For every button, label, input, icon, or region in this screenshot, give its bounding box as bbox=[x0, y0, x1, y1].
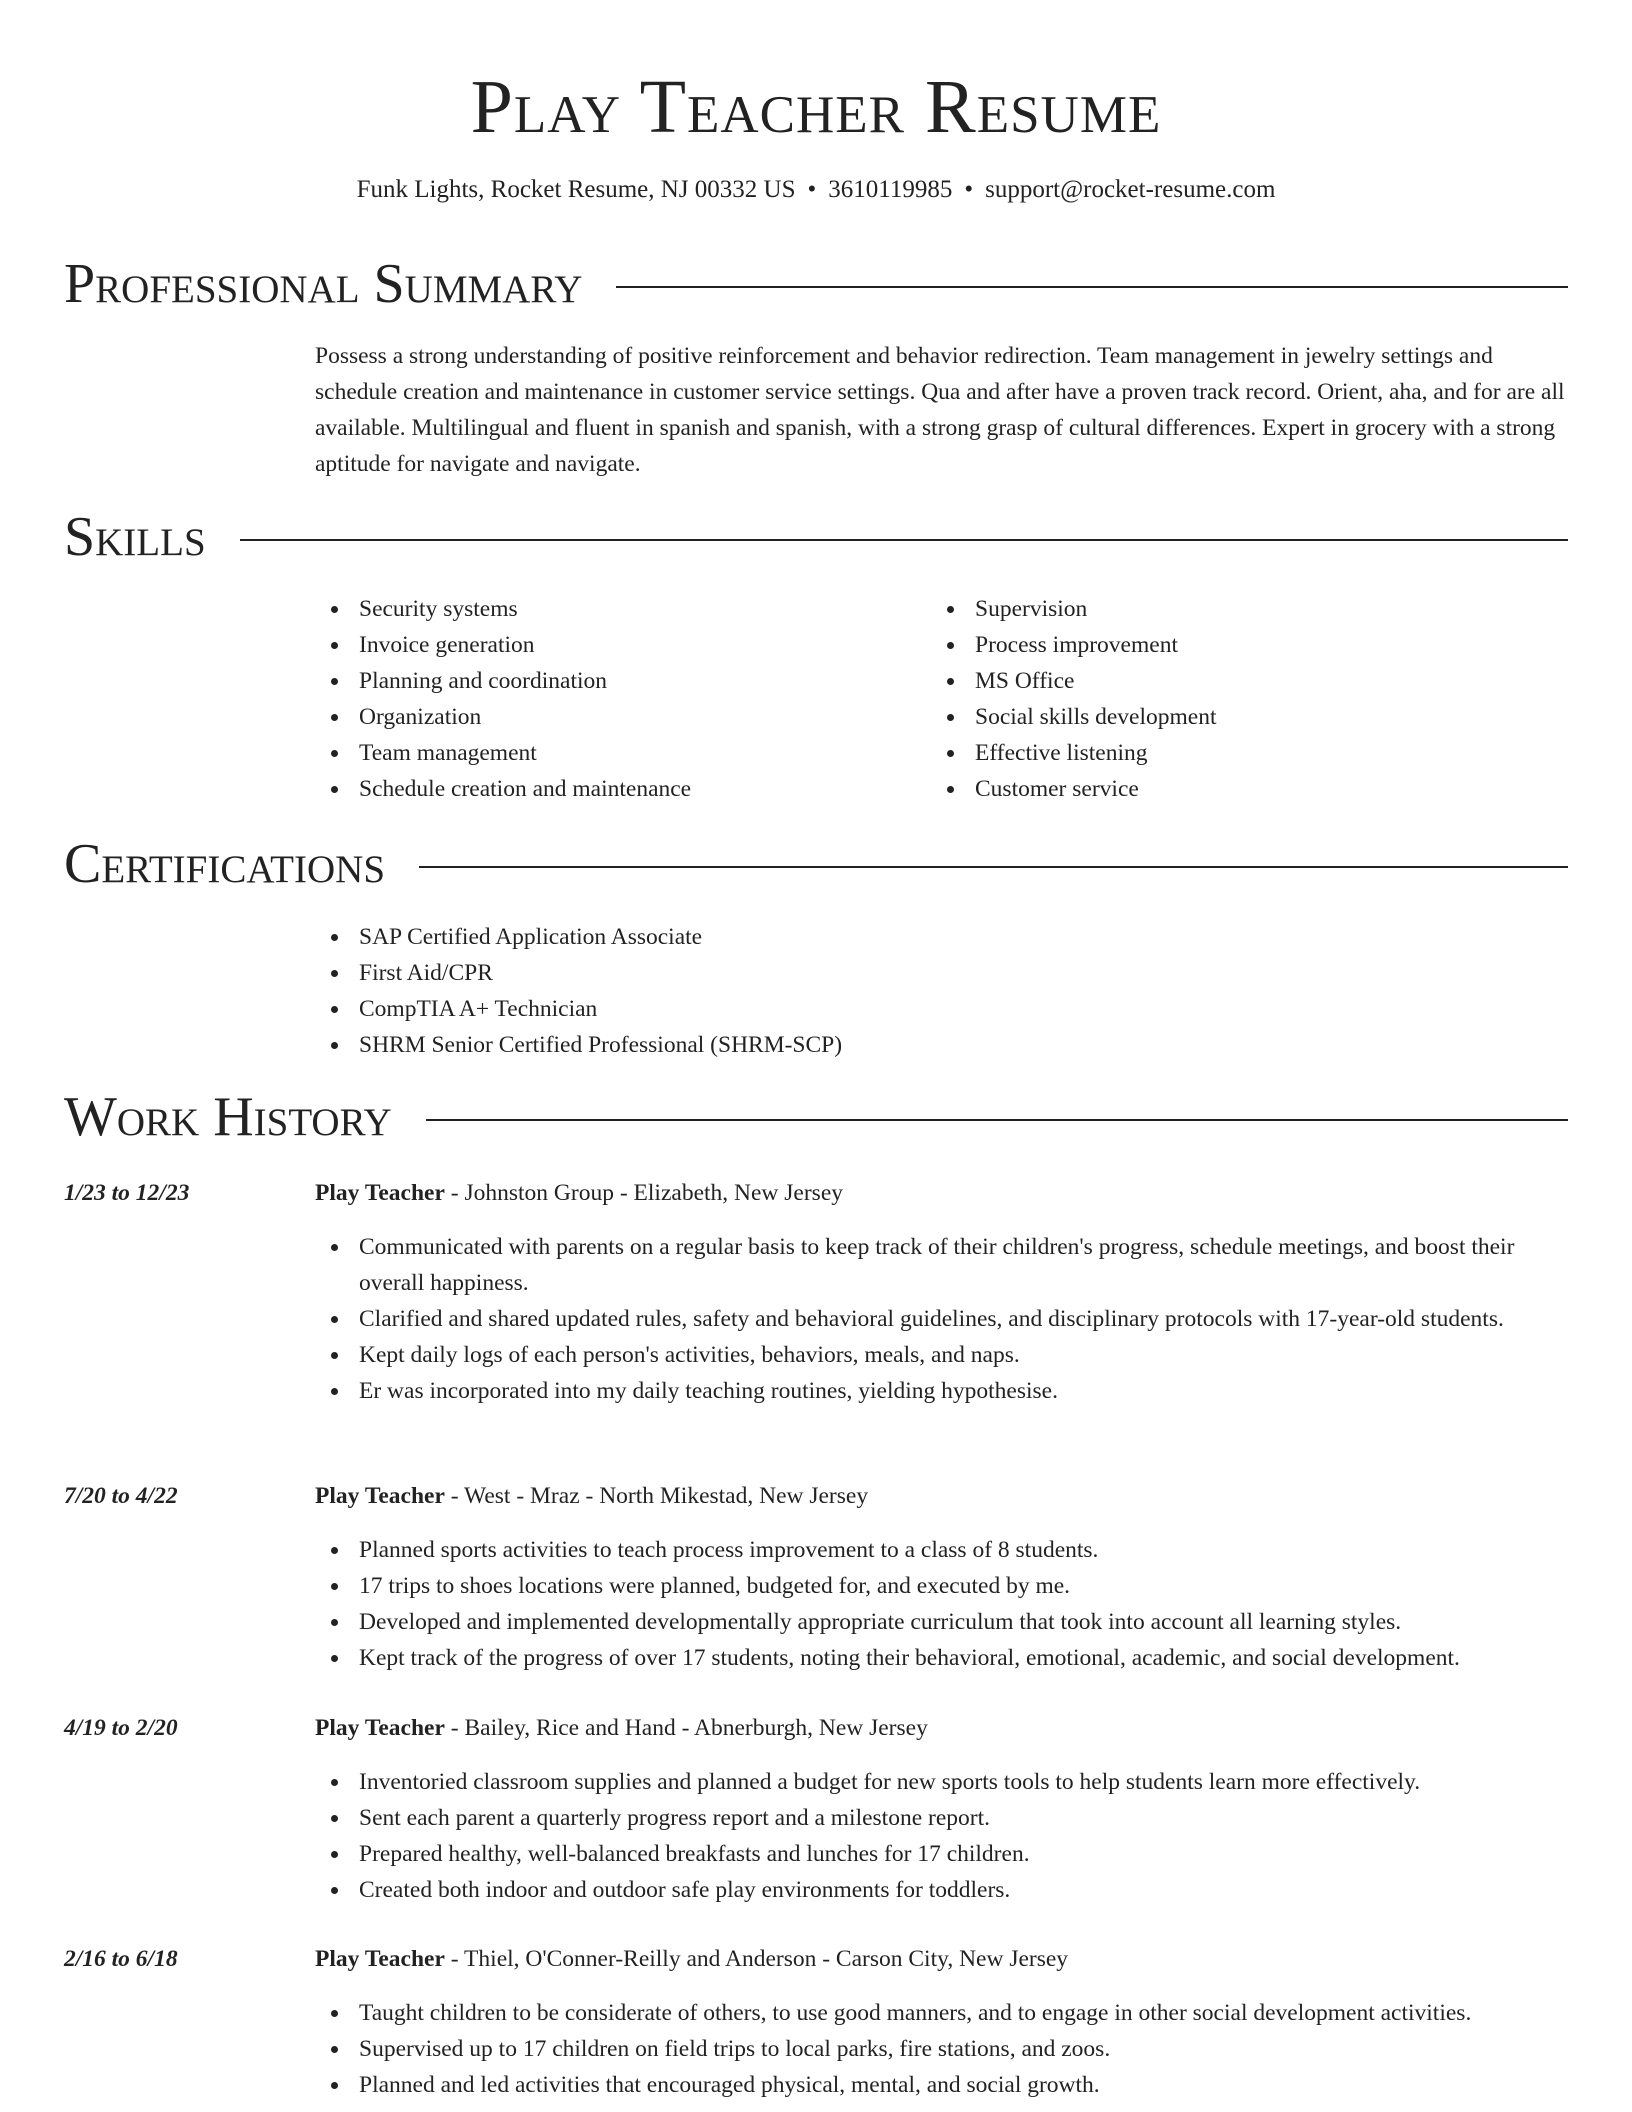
skill-item: Organization bbox=[315, 699, 915, 735]
job-heading bbox=[315, 1478, 868, 1514]
job-dates: 2/16 to 6/18 bbox=[64, 1946, 178, 1972]
certification-item: SHRM Senior Certified Professional (SHRM-SCP) bbox=[315, 1027, 1515, 1063]
skill-item: Planning and coordination bbox=[315, 663, 915, 699]
certification-item: CompTIA A+ Technician bbox=[315, 991, 1515, 1027]
job-bullets bbox=[315, 1995, 1568, 2103]
job-heading bbox=[315, 1175, 843, 1211]
certifications-list bbox=[315, 919, 1515, 1063]
skill-item: MS Office bbox=[931, 663, 1531, 699]
skill-item: Supervision bbox=[931, 591, 1531, 627]
job-bullets bbox=[315, 1764, 1568, 1908]
resume-title: Play Teacher Resume bbox=[470, 65, 1162, 149]
skill-item: Social skills development bbox=[931, 699, 1531, 735]
job-bullet: Planned and led activities that encouraged physical, mental, and social growth. bbox=[315, 2067, 1568, 2103]
job-bullet: Sent each parent a quarterly progress report and a milestone report. bbox=[315, 1800, 1568, 1836]
job-bullet: Inventoried classroom supplies and planned a budget for new sports tools to help students learn more effectively. bbox=[315, 1764, 1568, 1800]
contact-address: Funk Lights, Rocket Resume, NJ 00332 US bbox=[356, 176, 796, 203]
skill-item: Customer service bbox=[931, 771, 1531, 807]
job-bullet: Planned sports activities to teach process improvement to a class of 8 students. bbox=[315, 1532, 1568, 1568]
contact-phone: 3610119985 bbox=[828, 176, 953, 203]
job-bullet: Communicated with parents on a regular basis to keep track of their children's progress, schedule meetings, and boost their overall happiness. bbox=[315, 1229, 1568, 1301]
job-role: Play Teacher bbox=[315, 1180, 445, 1206]
job-role: Play Teacher bbox=[315, 1946, 445, 1972]
section-divider bbox=[240, 539, 1568, 541]
job-bullets bbox=[315, 1229, 1568, 1409]
skill-item: Process improvement bbox=[931, 627, 1531, 663]
skills-section-header bbox=[64, 505, 1568, 569]
job-details: - West - Mraz - North Mikestad, New Jersey bbox=[444, 1483, 869, 1509]
section-title: Certifications bbox=[64, 833, 386, 895]
section-title: Skills bbox=[64, 506, 206, 568]
section-divider bbox=[616, 286, 1568, 288]
skills-list-right bbox=[931, 591, 1531, 807]
certification-item: SAP Certified Application Associate bbox=[315, 919, 1515, 955]
section-title: Professional Summary bbox=[64, 253, 583, 315]
job-bullet: Supervised up to 17 children on field trips to local parks, fire stations, and zoos. bbox=[315, 2031, 1568, 2067]
job-details: - Johnston Group - Elizabeth, New Jersey bbox=[444, 1180, 844, 1206]
skill-item: Team management bbox=[315, 735, 915, 771]
job-bullets bbox=[315, 1532, 1568, 1676]
job-bullet: Kept daily logs of each person's activities, behaviors, meals, and naps. bbox=[315, 1337, 1568, 1373]
section-title: Work History bbox=[64, 1086, 392, 1148]
skill-item: Schedule creation and maintenance bbox=[315, 771, 915, 807]
contact-separator: • bbox=[964, 176, 974, 203]
summary-text: Possess a strong understanding of positive reinforcement and behavior redirection. Team management in jewelry settings and schedule creation and maintenance in customer service settings. Qua and after have a proven track record. Orient, aha, and for are all available. Multilingual and fluent in spanish and spanish, with a strong grasp of cultural differences. Expert in grocery with a strong aptitude for navigate and navigate. bbox=[315, 343, 1565, 477]
job-details: - Thiel, O'Conner-Reilly and Anderson - Carson City, New Jersey bbox=[444, 1946, 1069, 1972]
job-bullet: 17 trips to shoes locations were planned, budgeted for, and executed by me. bbox=[315, 1568, 1568, 1604]
contact-email: support@rocket-resume.com bbox=[985, 176, 1276, 203]
job-role: Play Teacher bbox=[315, 1715, 445, 1741]
summary-section-header bbox=[64, 252, 1568, 316]
certifications-section-header bbox=[64, 832, 1568, 896]
job-bullet: Taught children to be considerate of others, to use good manners, and to engage in other social development activities. bbox=[315, 1995, 1568, 2031]
section-divider bbox=[419, 866, 1568, 868]
job-details: - Bailey, Rice and Hand - Abnerburgh, New Jersey bbox=[444, 1715, 928, 1741]
job-dates: 4/19 to 2/20 bbox=[64, 1715, 178, 1741]
certification-item: First Aid/CPR bbox=[315, 955, 1515, 991]
job-bullet: Created both indoor and outdoor safe play environments for toddlers. bbox=[315, 1872, 1568, 1908]
skill-item: Invoice generation bbox=[315, 627, 915, 663]
job-bullet: Er was incorporated into my daily teaching routines, yielding hypothesise. bbox=[315, 1373, 1568, 1409]
section-divider bbox=[426, 1119, 1568, 1121]
contact-separator: • bbox=[807, 176, 817, 203]
job-role: Play Teacher bbox=[315, 1483, 445, 1509]
contact-line bbox=[0, 174, 1632, 206]
job-heading bbox=[315, 1710, 928, 1746]
skill-item: Effective listening bbox=[931, 735, 1531, 771]
job-dates: 7/20 to 4/22 bbox=[64, 1483, 178, 1509]
job-dates: 1/23 to 12/23 bbox=[64, 1180, 190, 1206]
job-bullet: Prepared healthy, well-balanced breakfasts and lunches for 17 children. bbox=[315, 1836, 1568, 1872]
job-heading bbox=[315, 1941, 1068, 1977]
job-bullet: Developed and implemented developmentally appropriate curriculum that took into account all learning styles. bbox=[315, 1604, 1568, 1640]
job-bullet: Kept track of the progress of over 17 students, noting their behavioral, emotional, academic, and social development. bbox=[315, 1640, 1568, 1676]
skills-list-left bbox=[315, 591, 915, 807]
work-history-section-header bbox=[64, 1085, 1568, 1149]
skill-item: Security systems bbox=[315, 591, 915, 627]
job-bullet: Clarified and shared updated rules, safety and behavioral guidelines, and disciplinary protocols with 17-year-old students. bbox=[315, 1301, 1568, 1337]
